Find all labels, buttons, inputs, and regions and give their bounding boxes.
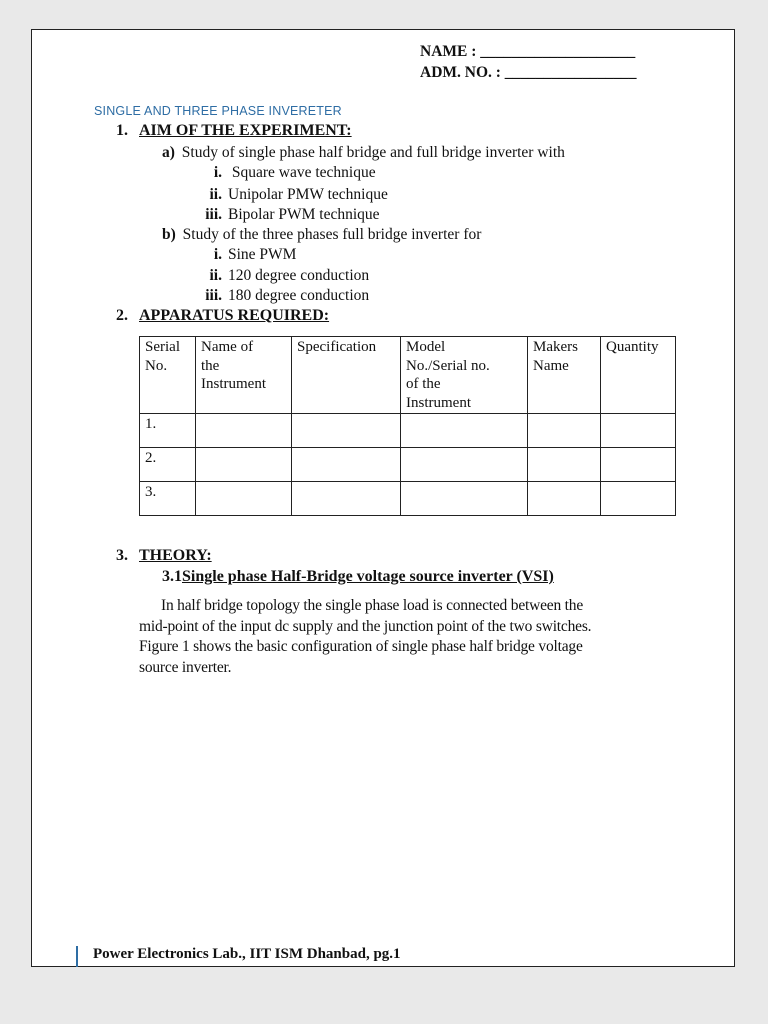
section-apparatus-heading [116,307,329,325]
roman-numeral: ii. [209,186,222,203]
table-cell[interactable] [196,448,292,482]
table-cell[interactable] [401,482,528,516]
serial-cell: 1. [140,414,196,448]
subsection-number: 3.1 [162,568,182,585]
subitem-text: Sine PWM [228,246,297,263]
list-marker: a) [162,144,175,161]
aim-b-subitem [192,246,296,264]
table-cell[interactable] [601,414,676,448]
header-makers-name: Makers Name [528,337,601,414]
serial-cell: 3. [140,482,196,516]
table-cell[interactable] [401,448,528,482]
document-title: SINGLE AND THREE PHASE INVERETER [94,104,342,118]
subsection-heading [162,568,554,586]
aim-item-b [162,226,481,244]
footer-accent-bar [76,946,78,967]
header-serial-no: Serial No. [140,337,196,414]
aim-b-subitem [192,267,369,285]
document-page [31,29,735,967]
theory-paragraph [139,596,679,678]
header-instrument-name: Name of the Instrument [196,337,292,414]
section-theory-heading [116,547,212,565]
roman-numeral: i. [213,164,222,181]
table-cell[interactable] [528,482,601,516]
page-footer: Power Electronics Lab., IIT ISM Dhanbad, pg.1 [93,946,401,962]
table-row [140,482,676,516]
section-number: 2. [116,307,128,324]
roman-numeral: iii. [205,206,222,223]
subitem-text: 120 degree conduction [228,267,370,284]
aim-a-subitem [192,206,380,224]
name-field: NAME : ____________________ [420,43,636,60]
table-cell[interactable] [292,482,401,516]
aim-item-a [162,144,565,162]
paragraph-line: mid-point of the input dc supply and the junction point of the two switches. [139,617,592,635]
section-title: AIM OF THE EXPERIMENT: [139,122,352,139]
table-cell[interactable] [292,414,401,448]
subitem-text: 180 degree conduction [228,287,370,304]
subitem-text: Bipolar PWM technique [228,206,380,223]
section-aim-heading [116,122,352,140]
adm-no-field: ADM. NO. : _________________ [420,64,637,81]
header-quantity: Quantity [601,337,676,414]
header-specification: Specification [292,337,401,414]
aim-b-subitem [192,287,369,305]
roman-numeral: i. [213,246,222,263]
aim-a-subitem [192,164,376,182]
table-cell[interactable] [601,482,676,516]
table-cell[interactable] [401,414,528,448]
header-model-no: Model No./Serial no. of the Instrument [401,337,528,414]
table-header-row [140,337,676,414]
section-title: THEORY: [139,547,212,564]
aim-a-subitem [192,186,388,204]
list-text: Study of the three phases full bridge inverter for [182,226,482,243]
list-marker: b) [162,226,176,243]
table-row [140,448,676,482]
table-cell[interactable] [528,448,601,482]
section-number: 1. [116,122,128,139]
paragraph-line: Figure 1 shows the basic configuration of single phase half bridge voltage [139,638,583,655]
table-cell[interactable] [196,414,292,448]
subitem-text: Square wave technique [228,164,376,181]
paragraph-line: source inverter. [139,658,232,676]
table-row [140,414,676,448]
section-title: APPARATUS REQUIRED: [139,307,330,324]
serial-cell: 2. [140,448,196,482]
apparatus-table [139,336,676,516]
table-cell[interactable] [196,482,292,516]
subitem-text: Unipolar PMW technique [228,186,388,203]
paragraph-line: In half bridge topology the single phase load is connected between the [161,597,584,614]
subsection-title: Single phase Half-Bridge voltage source inverter (VSI) [182,568,554,585]
table-cell[interactable] [292,448,401,482]
list-text: Study of single phase half bridge and full bridge inverter with [181,144,565,161]
table-cell[interactable] [601,448,676,482]
roman-numeral: ii. [209,267,222,284]
roman-numeral: iii. [205,287,222,304]
section-number: 3. [116,547,128,564]
table-cell[interactable] [528,414,601,448]
